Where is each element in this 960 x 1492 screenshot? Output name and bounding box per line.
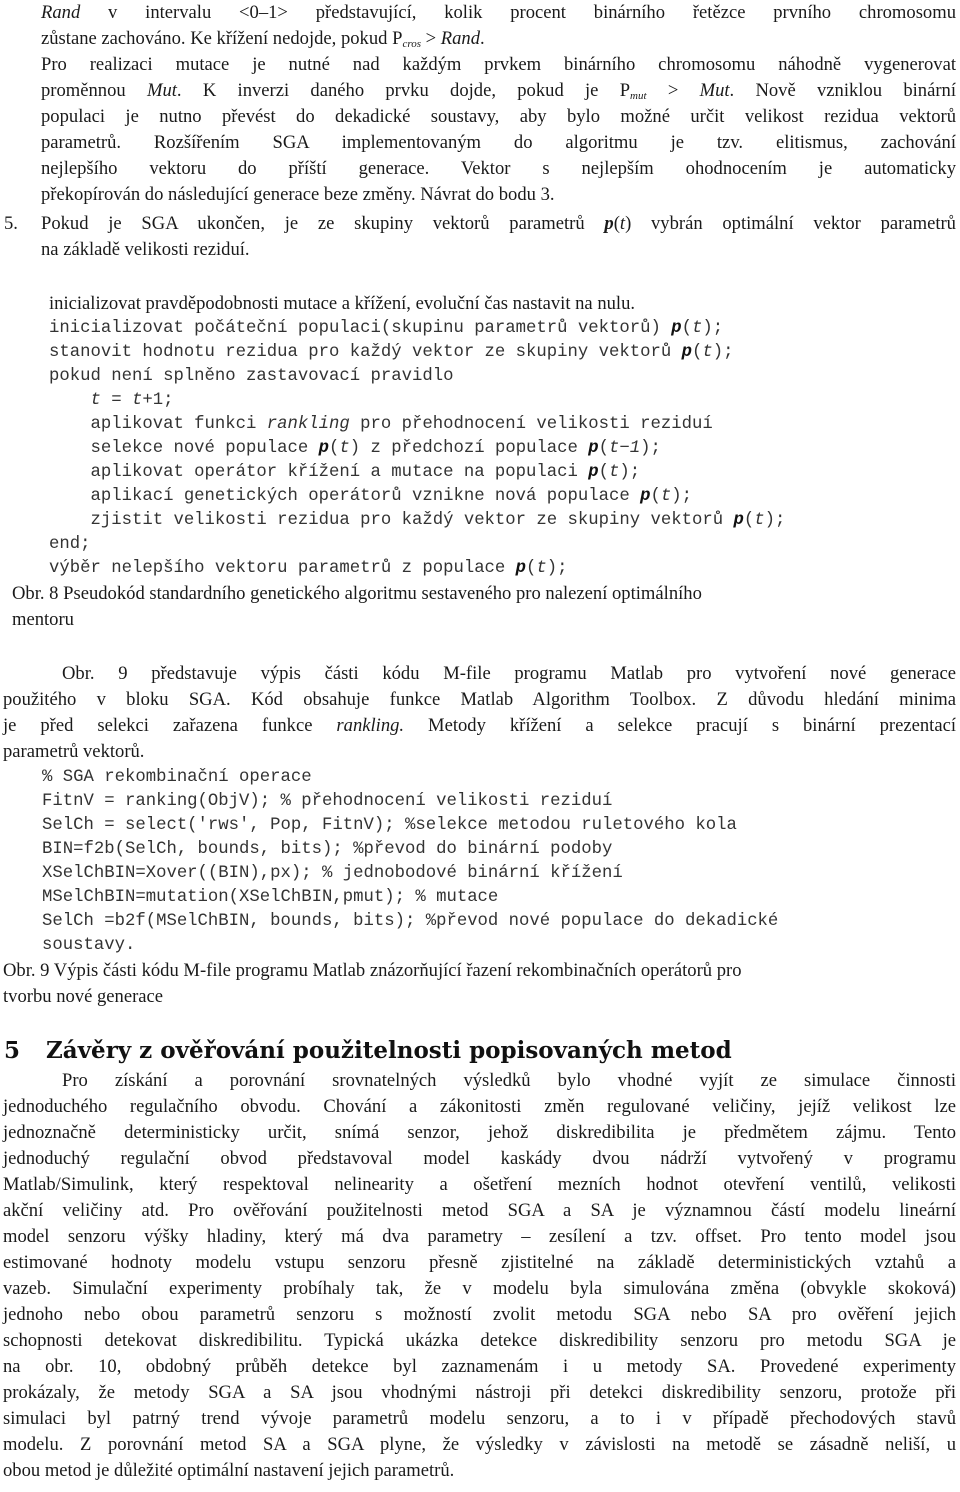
code-line: FitnV = ranking(ObjV); % přehodnocení velikosti reziduí [42,792,613,811]
code-text: ) [349,439,361,458]
code-text: ( [598,463,610,482]
text-span: v intervalu <0–1> představující, kolik procent binárního řetězce prvního chromosomu [80,2,956,23]
figure-caption [3,958,956,1010]
t-symbol: t [660,487,672,506]
pseudocode-line [49,389,173,413]
text-span: ) vybrán optimální vektor parametrů [625,213,956,234]
code-text: ); [619,463,641,482]
t-symbol: t [754,511,765,530]
t-symbol: t [702,343,713,362]
pseudocode-line [49,437,661,461]
pseudocode-line: pokud není splněno zastavovací pravidlo [49,367,454,386]
paragraph-line [3,713,956,739]
code-text: selekce nové populace [49,439,319,458]
code-text: pro přehodnocení velikosti reziduí [349,415,713,434]
code-text: zjistit velikosti rezidua pro každý vektor ze skupiny vektorů [49,511,734,530]
code-text: ); [712,343,734,362]
mut-var: Mut [699,80,730,101]
code-text: ); [671,487,692,506]
pseudocode-intro: inicializovat pravděpodobnosti mutace a křížení, evoluční čas nastavit na nulu. [49,293,636,314]
paragraph-line: prokázaly, že metody SGA a SA jsou vhodnými nástroji při detekci diskredibility senzoru, protože při [3,1382,956,1403]
t-symbol: t [536,559,547,578]
code-text: +1; [142,391,174,410]
paragraph-line: na základě velikosti reziduí. [41,239,250,260]
section-number: 5 [4,1037,21,1064]
t-symbol: t [90,391,101,410]
list-number: 5. [4,213,18,234]
paragraph-line: jednoznačně deterministicky určit, snímá senzor, jehož diskredibilita je předmětem zájmu. Tento [3,1122,956,1143]
p-symbol: p [733,511,744,530]
pseudocode-line [49,485,692,509]
t-symbol: t [609,463,620,482]
function-name: rankling [266,415,350,434]
rand-var: Rand [41,2,81,23]
text-span: je před selekci zařazena funkce [3,715,337,736]
text-span: > [420,28,441,49]
code-text: výběr nelepšího vektoru parametrů z populace [49,559,516,578]
text-span: . [480,28,485,49]
paragraph-line: Matlab/Simulink, který respektoval nelinearity a ošetření mezních hodnot otevření ventilů, velikosti [3,1174,956,1195]
paragraph-line: model senzoru výšky hladiny, který má dva parametry – zesílení a tzv. offset. Pro tento model jsou [3,1226,956,1247]
paragraph-line: Pro realizaci mutace je nutné nad každým prvkem binárního chromosomu náhodně vygenerovat [41,54,956,75]
code-text: aplikovat funkci [49,415,267,434]
pseudocode-line [49,557,568,581]
code-text: ( [743,511,755,530]
code-line: SelCh = select('rws', Pop, FitnV); %selekce metodou ruletového kola [42,816,737,835]
p-symbol: p [640,487,651,506]
text-span: Pokud je SGA ukončen, je ze skupiny vektorů parametrů [41,213,605,234]
paragraph-line: Obr. 9 představuje výpis části kódu M-file programu Matlab pro vytvoření nové generace [62,663,956,684]
mut-var: Mut [146,80,177,101]
paragraph-line [41,0,956,26]
code-text: ); [640,439,661,458]
p-symbol: p [604,213,614,234]
paragraph-line: jednoduchého regulačního obvodu. Chování a zákonitosti změn regulované veličiny, jejíž velikost lze [3,1096,956,1117]
paragraph-line: použitého v bloku SGA. Kód obsahuje funkce Matlab Algorithm Toolbox. Z důvodu hledání minima [3,689,956,710]
paragraph-line: modelu. Z porovnání metod SA a SGA plyne, že výsledky v závislosti na metodě se zásadně neliší, u [3,1434,956,1455]
p-symbol: p [671,319,682,338]
code-text: ); [702,319,724,338]
code-line: MSelChBIN=mutation(XSelChBIN,pmut); % mutace [42,888,499,907]
paragraph-line [41,26,956,52]
code-text: ( [650,487,661,506]
subscript: mut [630,90,647,102]
paragraph-line: akční veličiny atd. Pro ověřování použitelnosti metod SGA a SA je významnou částí modelu lineární [3,1200,956,1221]
p-symbol: p [588,439,599,458]
code-text: stanovit hodnotu rezidua pro každý vektor ze skupiny vektorů [49,343,682,362]
pseudocode-line: end; [49,535,91,554]
paragraph-line: obou metod je důležité optimální nastavení jejich parametrů. [3,1460,455,1481]
p-symbol: p [318,439,330,458]
t-symbol: t [691,319,703,338]
code-text: aplikovat operátor křížení a mutace na populaci [49,463,589,482]
function-name: rankling. [336,715,405,736]
text-span: ( [613,213,620,234]
code-line: soustavy. [42,936,136,955]
caption-line: mentoru [12,609,74,631]
paragraph-line: simulaci byl patrný trend vývoje parametrů modelu senzoru, a to i v případě přechodových stavů [3,1408,956,1429]
caption-line: Obr. 9 Výpis části kódu M-file programu Matlab znázorňující řazení rekombinačních operátorů pro [3,960,742,981]
code-text: aplikací genetických operátorů vznikne nová populace [49,487,641,506]
code-line: XSelChBIN=Xover((BIN),px); % jednobodové binární křížení [42,864,623,883]
paragraph-line [41,78,956,104]
paragraph-line: populaci je nutno převést do dekadické soustavy, aby bylo možné určit velikost rezidua vektorů [41,106,956,127]
p-symbol: p [515,559,527,578]
t-symbol: t−1 [609,439,641,458]
paragraph-line: estimované hodnoty modelu vstupu senzoru přesně zjistitelné na základě deterministických vztahů a [3,1252,956,1273]
code-text: z předchozí populace [360,439,589,458]
pseudocode-line [49,341,733,365]
paragraph-line: překopírován do následující generace beze změny. Návrat do bodu 3. [41,184,555,205]
pseudocode-line [49,461,640,485]
code-text: ); [546,559,568,578]
paragraph-line: jednoho nebo obou parametrů senzoru s možností zvolit metodu SGA nebo SA pro ověření jejich [3,1304,956,1325]
paragraph-line: jednoduchý regulační obvod představoval model kaskády dvou nádrží vytvořený v programu [3,1148,956,1169]
text-span: . Nově vzniklou binární [729,80,956,101]
code-line: SelCh =b2f(MSelChBIN, bounds, bits); %převod nové populace do dekadické [42,912,779,931]
paragraph-line: Pro získání a porovnání srovnatelných výsledků bylo vhodné vyjít ze simulace činnosti [62,1070,956,1091]
t-symbol: t [619,213,626,234]
rand-var: Rand [440,28,481,49]
code-line: % SGA rekombinační operace [42,768,312,787]
figure-caption [12,581,956,633]
p-symbol: p [588,463,599,482]
code-text: inicializovat počáteční populaci(skupinu parametrů vektorů) [49,319,672,338]
t-symbol: t [131,391,143,410]
paragraph-line: vazeb. Simulační experimenty probíhaly tak, že v modelu byla simulována změna (obvykle skoková) [3,1278,956,1299]
code-text: ( [329,439,340,458]
p-symbol: p [681,343,692,362]
pseudocode-line [49,413,713,437]
code-text [49,391,90,410]
text-span: proměnnou [41,80,147,101]
text-span: > [646,80,700,101]
subscript: cros [402,38,421,50]
section-title: Závěry z ověřování použitelnosti popisovaných metod [46,1037,732,1064]
text-span: zůstane zachováno. Ke křížení nedojde, pokud P [41,28,403,49]
pseudocode-line [49,509,785,533]
code-line: BIN=f2b(SelCh, bounds, bits); %převod do binární podoby [42,840,613,859]
paragraph-line: parametrů vektorů. [3,741,145,762]
t-symbol: t [339,439,350,458]
caption-line: tvorbu nové generace [3,986,164,1008]
paragraph-line: schopnosti detekovat diskredibilitu. Typická ukázka detekce diskredibility senzoru pro metodu SGA je [3,1330,956,1351]
code-text: ( [691,343,703,362]
section-heading [4,1036,732,1066]
caption-line: Obr. 8 Pseudokód standardního genetického algoritmu sestaveného pro nalezení optimálního [12,583,702,604]
paragraph-line [41,211,956,237]
code-text: = [100,391,132,410]
text-span: . K inverzi daného prvku dojde, pokud je P [176,80,631,101]
code-text: ( [681,319,692,338]
paragraph-line: nejlepšího vektoru do příští generace. Vektor s nejlepším ohodnocením je automaticky [41,158,956,179]
paragraph-line: parametrů. Rozšířením SGA implementovaným do algoritmu je tzv. elitismus, zachování [41,132,956,153]
pseudocode-line [49,317,723,341]
code-text: ); [764,511,786,530]
text-span: Metody křížení a selekce pracují s binární prezentací [404,715,957,736]
code-text: ( [598,439,610,458]
paragraph-line: na obr. 10, obdobný průběh detekce byl zaznamenám i u metody SA. Provedené experimenty [3,1356,956,1377]
code-text: ( [526,559,537,578]
